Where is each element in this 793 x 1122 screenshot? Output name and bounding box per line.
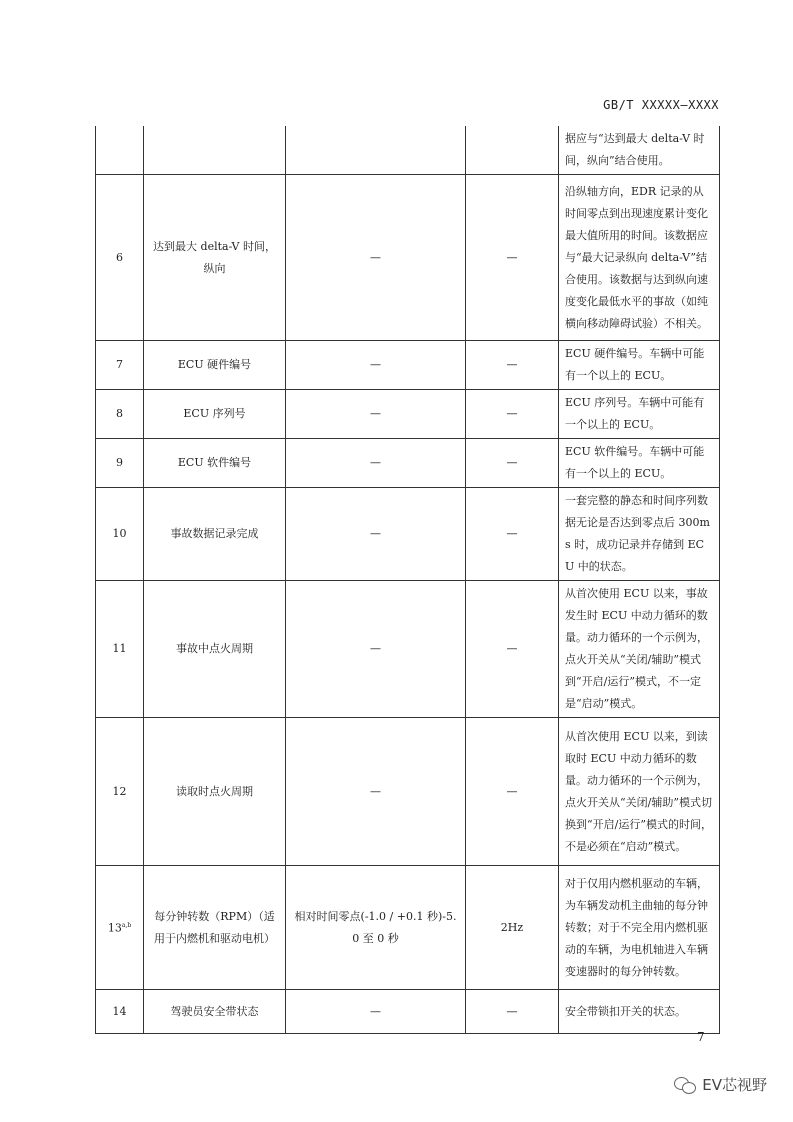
recording-range: —	[286, 390, 466, 439]
sample-frequency: —	[466, 341, 559, 390]
element-name: 事故数据记录完成	[144, 488, 286, 581]
sample-frequency: —	[466, 175, 559, 341]
watermark	[674, 1074, 767, 1095]
table-row	[96, 175, 720, 341]
element-description: ECU 软件编号。车辆中可能有一个以上的 ECU。	[559, 439, 720, 488]
sample-frequency: —	[466, 390, 559, 439]
recording-range: —	[286, 990, 466, 1034]
element-description: 一套完整的静态和时间序列数据无论是否达到零点后 300ms 时，成功记录并存储到 ECU 中的状态。	[559, 488, 720, 581]
sample-frequency: —	[466, 990, 559, 1034]
table-row	[96, 439, 720, 488]
row-number: 14	[96, 990, 144, 1034]
element-description: 从首次使用 ECU 以来，到读取时 ECU 中动力循环的数量。动力循环的一个示例为，点火开关从“关闭/辅助”模式切换到“开启/运行”模式的时间，不是必须在“启动”模式。	[559, 718, 720, 866]
sample-frequency: 2Hz	[466, 866, 559, 990]
recording-range: —	[286, 175, 466, 341]
data-elements-table	[95, 126, 720, 1034]
sample-frequency: —	[466, 581, 559, 718]
recording-range: —	[286, 341, 466, 390]
recording-range: —	[286, 488, 466, 581]
element-name: 驾驶员安全带状态	[144, 990, 286, 1034]
watermark-text: EV芯视野	[702, 1076, 767, 1094]
standard-code: GB/T XXXXX—XXXX	[603, 98, 719, 112]
sample-frequency: —	[466, 488, 559, 581]
element-name: ECU 硬件编号	[144, 341, 286, 390]
row-number: 8	[96, 390, 144, 439]
row-number	[96, 126, 144, 175]
table-row	[96, 488, 720, 581]
element-description: ECU 序列号。车辆中可能有一个以上的 ECU。	[559, 390, 720, 439]
element-name: ECU 软件编号	[144, 439, 286, 488]
table-row	[96, 990, 720, 1034]
element-name: 事故中点火周期	[144, 581, 286, 718]
element-name	[144, 126, 286, 175]
sample-frequency	[466, 126, 559, 175]
element-name: 达到最大 delta-V 时间，纵向	[144, 175, 286, 341]
sample-frequency: —	[466, 718, 559, 866]
recording-range: 相对时间零点(-1.0 / +0.1 秒)-5.0 至 0 秒	[286, 866, 466, 990]
element-name: 每分钟转数（RPM）（适用于内燃机和驱动电机）	[144, 866, 286, 990]
row-number: 12	[96, 718, 144, 866]
recording-range	[286, 126, 466, 175]
table-row	[96, 581, 720, 718]
element-name: ECU 序列号	[144, 390, 286, 439]
recording-range: —	[286, 718, 466, 866]
row-number: 6	[96, 175, 144, 341]
row-number: 11	[96, 581, 144, 718]
table-row	[96, 341, 720, 390]
recording-range: —	[286, 439, 466, 488]
element-description: 安全带锁扣开关的状态。	[559, 990, 720, 1034]
row-number: 13$^{a,b}$	[96, 866, 144, 990]
sample-frequency: —	[466, 439, 559, 488]
row-number: 7	[96, 341, 144, 390]
table-row	[96, 718, 720, 866]
element-description: 从首次使用 ECU 以来，事故发生时 ECU 中动力循环的数量。动力循环的一个示例为，点火开关从“关闭/辅助”模式到“开启/运行”模式，不一定是“启动”模式。	[559, 581, 720, 718]
element-description: ECU 硬件编号。车辆中可能有一个以上的 ECU。	[559, 341, 720, 390]
row-number: 9	[96, 439, 144, 488]
table-row	[96, 390, 720, 439]
recording-range: —	[286, 581, 466, 718]
page-number: 7	[697, 1030, 705, 1044]
element-description: 对于仅用内燃机驱动的车辆，为车辆发动机主曲轴的每分钟转数；对于不完全用内燃机驱动的车辆，为电机轴进入车辆变速器时的每分钟转数。	[559, 866, 720, 990]
row-number: 10	[96, 488, 144, 581]
footnote-marker: a,b	[121, 922, 132, 930]
element-description: 据应与“达到最大 delta-V 时间，纵向”结合使用。	[559, 126, 720, 175]
wechat-icon	[674, 1077, 696, 1093]
element-name: 读取时点火周期	[144, 718, 286, 866]
element-description: 沿纵轴方向，EDR 记录的从时间零点到出现速度累计变化最大值所用的时间。该数据应与“最大记录纵向 delta-V”结合使用。该数据与达到纵向速度变化最低水平的事故（如纯横向移动障碍试验）不相关。	[559, 175, 720, 341]
table-row	[96, 126, 720, 175]
table-row	[96, 866, 720, 990]
